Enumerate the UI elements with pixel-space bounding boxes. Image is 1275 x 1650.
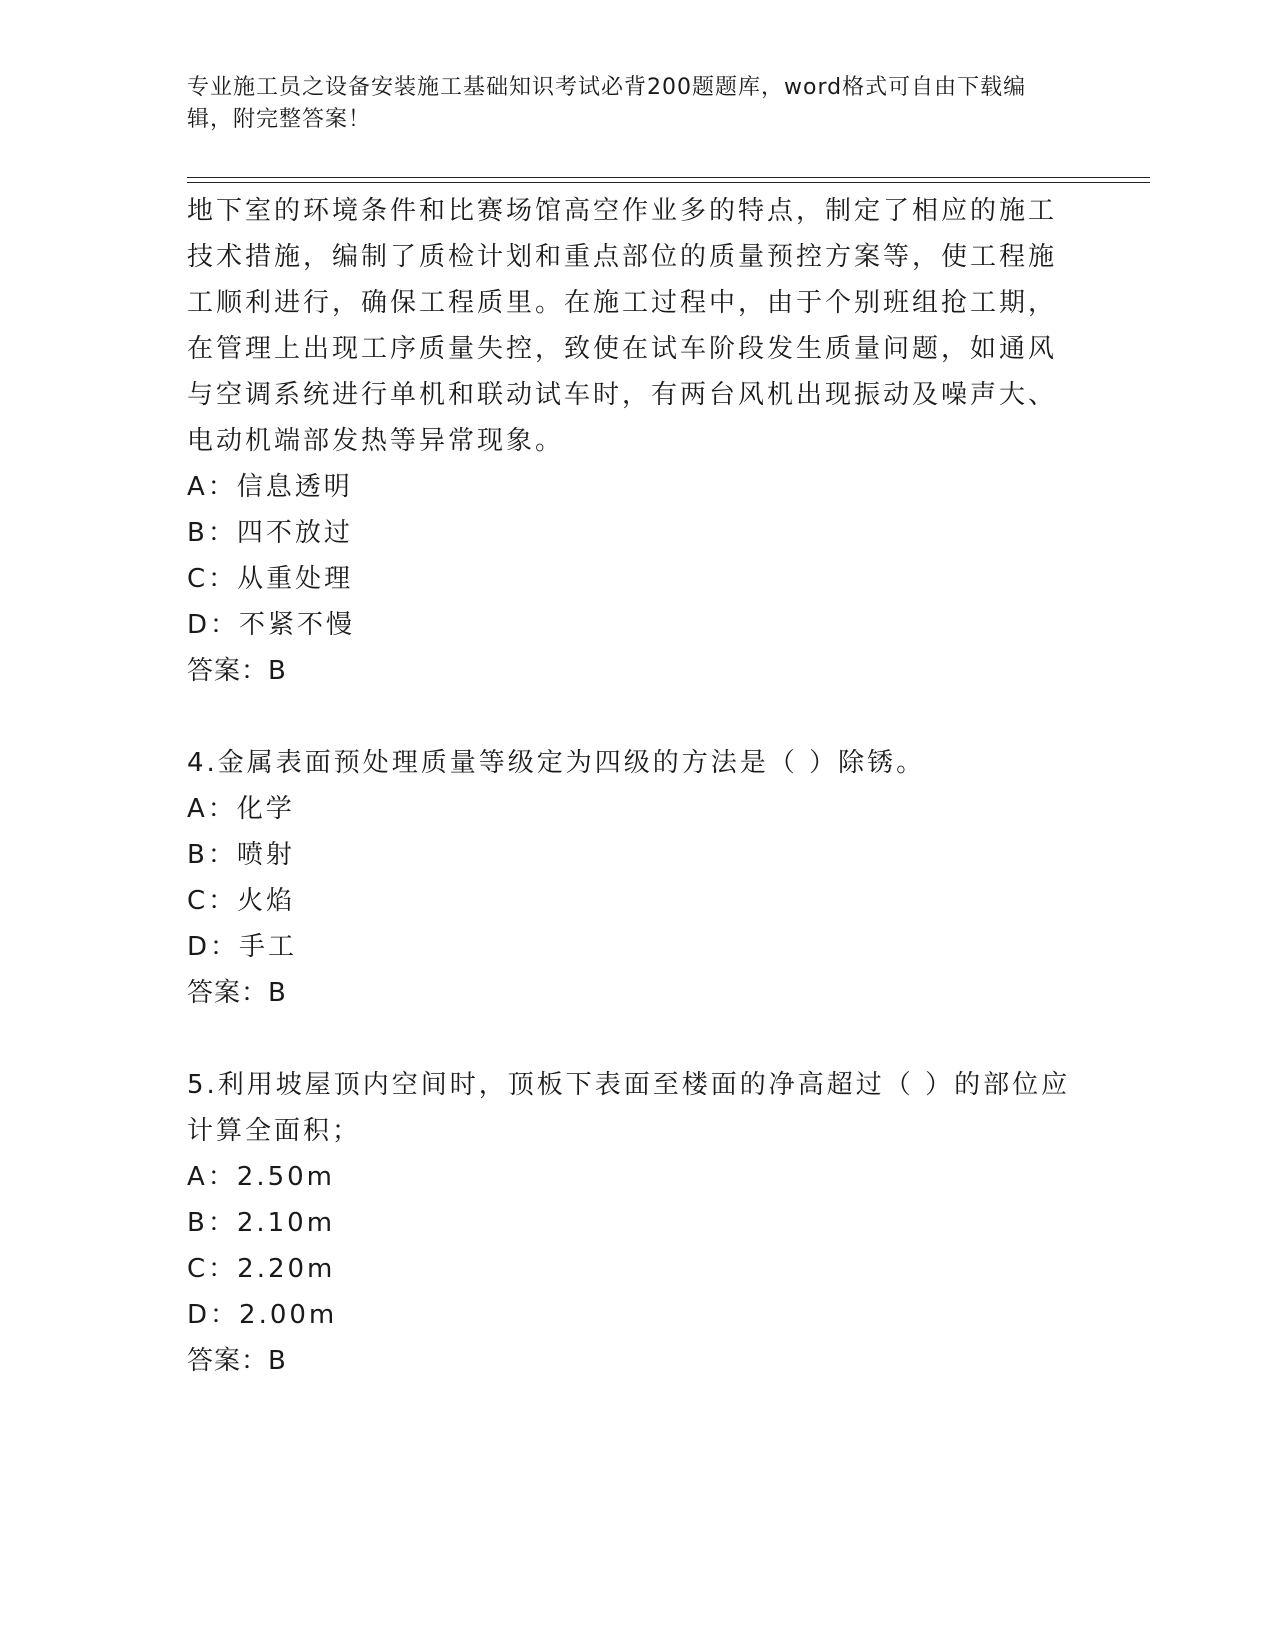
option-d: D：2.00m: [187, 1300, 338, 1330]
option-c: C：从重处理: [187, 564, 354, 594]
option-a: A：信息透明: [187, 472, 353, 502]
option-c: C：2.20m: [187, 1254, 336, 1284]
question-stem-line: 4.金属表面预处理质量等级定为四级的方法是（ ）除锈。: [187, 748, 926, 778]
option-c: C：火焰: [187, 886, 296, 916]
document-body: [187, 188, 1087, 1384]
question-stem-line: 技术措施，编制了质检计划和重点部位的质量预控方案等，使工程施: [187, 242, 1058, 272]
option-b: B：喷射: [187, 840, 295, 870]
question-stem-line: 计算全面积；: [187, 1116, 362, 1146]
question-stem-line: 地下室的环境条件和比赛场馆高空作业多的特点，制定了相应的施工: [187, 196, 1058, 226]
option-a: A：化学: [187, 794, 295, 824]
spacer: [187, 694, 1087, 740]
option-d: D：不紧不慢: [187, 610, 356, 640]
question-3: [187, 188, 1087, 694]
document-title: 专业施工员之设备安装施工基础知识考试必背200题题库，word格式可自由下载编辑，附完整答案！: [187, 75, 1027, 132]
question-stem-line: 与空调系统进行单机和联动试车时，有两台风机出现振动及噪声大、: [187, 380, 1058, 410]
question-stem-line: 电动机端部发热等异常现象。: [187, 426, 565, 456]
option-b: B：四不放过: [187, 518, 353, 548]
answer-line: 答案：B: [187, 1346, 287, 1376]
question-stem-line: 在管理上出现工序质量失控，致使在试车阶段发生质量问题，如通风: [187, 334, 1058, 364]
header-divider-top: [187, 177, 1150, 178]
question-5: [187, 1062, 1087, 1384]
document-header: [187, 72, 1067, 136]
question-stem-line: 5.利用坡屋顶内空间时，顶板下表面至楼面的净高超过（ ）的部位应: [187, 1070, 1071, 1100]
question-4: [187, 740, 1087, 1016]
answer-line: 答案：B: [187, 656, 287, 686]
question-stem-line: 工顺利进行，确保工程质里。在施工过程中，由于个别班组抢工期，: [187, 288, 1058, 318]
header-divider-bottom: [187, 182, 1150, 183]
answer-line: 答案：B: [187, 978, 287, 1008]
spacer: [187, 1016, 1087, 1062]
option-d: D：手工: [187, 932, 298, 962]
option-a: A：2.50m: [187, 1162, 336, 1192]
option-b: B：2.10m: [187, 1208, 336, 1238]
